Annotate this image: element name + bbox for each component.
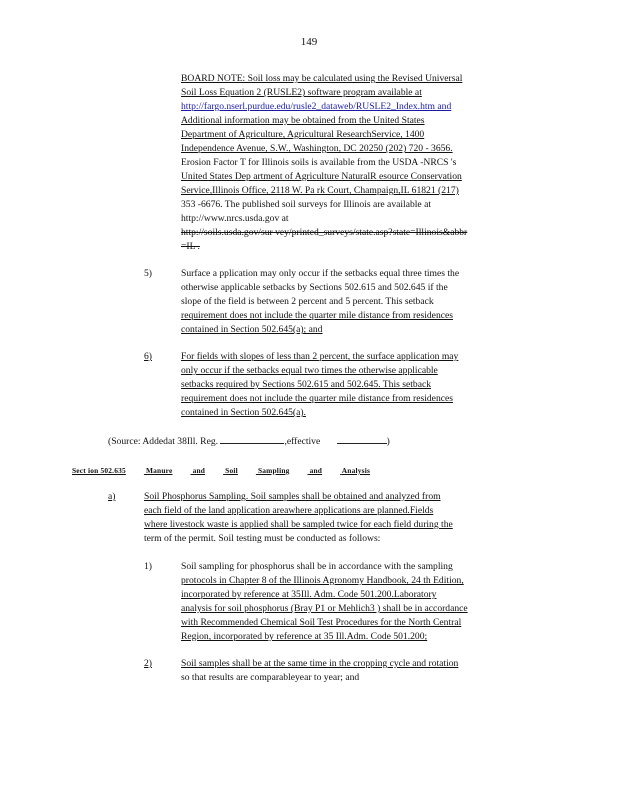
- item-a2-line: Soil samples shall be at the same time in the cropping cycle and rotation: [181, 658, 459, 669]
- board-note-line: Additional information may be obtained from the United States: [181, 115, 425, 126]
- struck-link[interactable]: http://soils.usda.gov/sur vey/printed_surveys/state.asp?state=Illinois&abbr: [181, 227, 468, 238]
- board-note-line: Department of Agriculture, Agricultural ResearchService, 1400: [181, 129, 425, 140]
- item-a1: [181, 560, 529, 644]
- source-note: [108, 434, 438, 449]
- item-a2-marker: 2): [144, 658, 152, 669]
- page-number: 149: [300, 36, 318, 48]
- board-note-line: BOARD NOTE: Soil loss may be calculated using the Revised Universal: [181, 73, 463, 84]
- nrcs-link[interactable]: http://www.nrcs.usda.gov at: [181, 213, 289, 224]
- item-6-line: only occur if the setbacks equal two times the otherwise applicable: [181, 365, 438, 376]
- blank-date-1: [220, 434, 284, 444]
- heading-word: Sampling: [257, 466, 290, 475]
- board-note-line: Service,Illinois Office, 2118 W. Pa rk Court, Champaign,IL 61821 (217): [181, 185, 459, 196]
- board-note-line: Independence Avenue, S.W., Washington, DC 20250 (202) 720 - 3656.: [181, 143, 453, 154]
- item-a2: [181, 657, 529, 685]
- heading-word: and: [192, 466, 206, 475]
- section-heading: [72, 466, 388, 475]
- section-number: Sect ion 502.635: [72, 466, 126, 475]
- blank-date-2: [337, 434, 387, 444]
- item-5: [181, 267, 529, 337]
- item-a-line: term of the permit. Soil testing must be conducted as follows:: [144, 533, 381, 544]
- item-6-marker: 6): [144, 351, 152, 362]
- board-note-line: 353 -6676. The published soil surveys for Illinois are available at: [181, 199, 432, 210]
- board-note: [181, 72, 529, 254]
- board-note-line: United States Dep artment of Agriculture NaturalR esource Conservation: [181, 171, 462, 182]
- item-5-line: contained in Section 502.645(a); and: [181, 324, 323, 335]
- board-note-line: Soil Loss Equation 2 (RUSLE2) software program available at: [181, 87, 422, 98]
- source-effective: ,effective: [284, 436, 321, 447]
- item-a1-line: Soil sampling for phosphorus shall be in accordance with the sampling: [181, 561, 453, 572]
- heading-word: Manure: [145, 466, 173, 475]
- rusle2-link[interactable]: http://fargo.nserl.purdue.edu/rusle2_dataweb/RUSLE2_Index.htm and: [181, 101, 452, 112]
- item-6-line: requirement does not include the quarter mile distance from residences: [181, 393, 453, 404]
- item-5-line: slope of the field is between 2 percent and 5 percent. This setback: [181, 296, 434, 307]
- item-a1-line: with Recommended Chemical Soil Test Procedures for the North Central: [181, 617, 462, 628]
- item-5-line: requirement does not include the quarter mile distance from residences: [181, 310, 453, 321]
- heading-word: and: [309, 466, 323, 475]
- item-a-line: where livestock waste is applied shall be sampled twice for each field during the: [144, 519, 453, 530]
- item-6-line: For fields with slopes of less than 2 percent, the surface application may: [181, 351, 459, 362]
- item-5-line: Surface a pplication may only occur if the setbacks equal three times the: [181, 268, 460, 279]
- source-suffix: ): [386, 436, 390, 447]
- item-a1-line: incorporated by reference at 35Ill. Adm. Code 501.200.Laboratory: [181, 589, 437, 600]
- item-6-line: setbacks required by Sections 502.615 and 502.645. This setback: [181, 379, 432, 390]
- item-a2-line: so that results are comparableyear to year; and: [181, 672, 360, 683]
- item-a1-marker: 1): [144, 561, 152, 572]
- item-6-line: contained in Section 502.645(a).: [181, 407, 306, 418]
- heading-word: Soil: [225, 466, 238, 475]
- item-a1-line: analysis for soil phosphorus (Bray P1 or Mehlich3 ) shall be in accordance: [181, 603, 468, 614]
- item-5-line: otherwise applicable setbacks by Sections 502.615 and 502.645 if the: [181, 282, 448, 293]
- item-5-marker: 5): [144, 268, 152, 279]
- item-a-marker: a): [108, 491, 116, 502]
- item-a: [144, 490, 529, 546]
- item-a-line: each field of the land application areawhere applications are planned.Fields: [144, 505, 434, 516]
- heading-word: Analysis: [341, 466, 371, 475]
- item-a1-line: protocols in Chapter 8 of the Illinois Agronomy Handbook, 24 th Edition,: [181, 575, 464, 586]
- item-6: [181, 350, 529, 420]
- struck-link-tail: =IL .: [181, 241, 200, 252]
- board-note-line: Erosion Factor T for Illinois soils is available from the USDA -NRCS 's: [181, 157, 457, 168]
- item-a1-line: Region, incorporated by reference at 35 Ill.Adm. Code 501.200;: [181, 631, 428, 642]
- source-prefix: (Source: Addedat 38Ill. Reg.: [108, 436, 219, 447]
- item-a-line: Soil Phosphorus Sampling. Soil samples shall be obtained and analyzed from: [144, 491, 441, 502]
